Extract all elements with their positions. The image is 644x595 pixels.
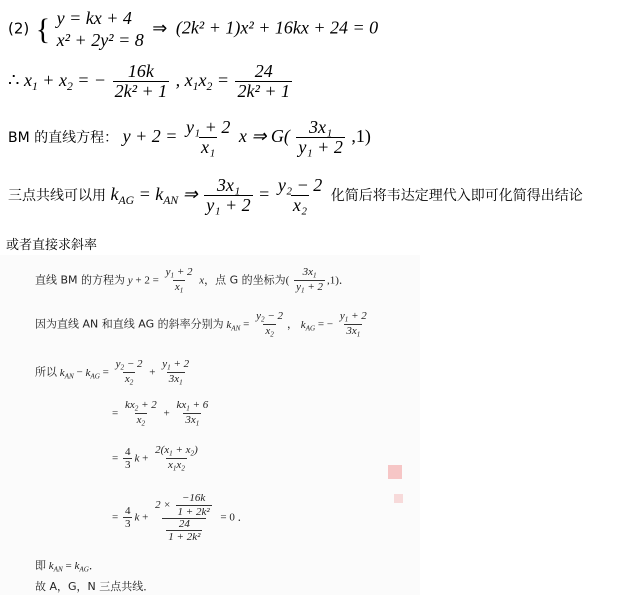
scan-line-5: = $\frac{4}{3}$ k + $\frac{2(x_1 + x_2)}{x_1x_2}$	[112, 444, 198, 473]
g-x-fraction	[296, 118, 344, 158]
scanned-solution	[0, 255, 420, 595]
scan-kag-fraction: $\frac{y_1 + 2}{3x_1}$	[339, 310, 367, 339]
scan-step1-frac-b: $\frac{y_1 + 2}{3x_1}$	[162, 358, 190, 387]
scan-line-7: 即 $k_{AN} = k_{AG}$．	[35, 559, 100, 574]
sum-numerator: 16k	[127, 61, 154, 81]
brace: {	[35, 12, 51, 46]
bm-slope-denominator: x₁	[201, 136, 216, 157]
bm-lhs: y + 2 =	[122, 125, 178, 146]
bm-slope-fraction	[184, 118, 232, 158]
scan-line3-prefix: 所以	[35, 365, 57, 379]
bm-rhs: x ⇒ G(	[238, 125, 290, 146]
scan-step2-frac-b: $\frac{kx_1 + 6}{3x_1}$	[176, 399, 209, 428]
collinear-suffix: 化简后将韦达定理代入即可化简得出结论	[330, 187, 583, 204]
prod-numerator: 24	[254, 61, 273, 81]
scan-step1-frac-a: $\frac{y_2 - 2}{x_2}$	[115, 358, 143, 387]
collinear-fraction-2	[276, 176, 324, 216]
collinear-num-2: y₂ − 2	[277, 175, 323, 195]
prod-fraction	[235, 62, 292, 102]
g-tail: ,1)	[351, 125, 371, 146]
g-x-numerator: 3x₁	[309, 117, 333, 137]
collinear-fraction-1	[204, 176, 252, 216]
scan-step3-four-thirds: $\frac{4}{3}$	[124, 445, 131, 472]
scan-step3-frac: $\frac{2(x_1 + x_2)}{x_1x_2}$	[155, 444, 198, 473]
quadratic-result: (2k² + 1)x² + 16kx + 24 = 0	[175, 17, 379, 38]
scan-eq-zero: = 0 ．	[220, 511, 249, 524]
scan-line1-mid: ，点 G 的坐标为	[204, 273, 286, 287]
bm-slope-numerator: y₁ + 2	[185, 117, 231, 137]
part-label: (2)	[8, 19, 30, 38]
scan-artifact	[388, 465, 402, 479]
scan-line-4: = $\frac{kx_2 + 2}{x_2}$ + $\frac{kx_1 + 6}{3x_1}$	[112, 399, 209, 428]
scan-step4-inner-top: $\frac{-16k}{\text{1 + 2k²}}$	[177, 492, 210, 518]
collinear-prefix: 三点共线可以用	[8, 187, 106, 204]
g-x-denominator: y₁ + 2	[298, 136, 343, 157]
scan-step4-big-fraction: 2 × $\frac{-16k}{\text{1 + 2k²}}$ $\frac{24}{\text{1 + 2k²}}$	[155, 492, 210, 544]
collinear-den-2: x₂	[292, 194, 308, 215]
sum-lhs: $x_1 + x_2$ = −	[23, 69, 107, 94]
scan-line2-prefix: 因为直线 AN 和直线 AG 的斜率分别为	[35, 317, 224, 331]
scan-kan-fraction: $\frac{y_2 - 2}{x_2}$	[256, 310, 283, 339]
implies-arrow: ⇒	[152, 17, 168, 38]
scan-step2-frac-a: $\frac{kx_2 + 2}{x_2}$	[124, 399, 157, 428]
bm-label: BM 的直线方程：	[8, 129, 119, 146]
scan-line-3: 所以 $k_{AN} - k_{AG}$ = $\frac{y_2 - 2}{x_2}$ + $\frac{y_1 + 2}{3x_1}$	[35, 358, 190, 387]
scan-conclusion: 故 A，G，N 三点共线．	[35, 580, 155, 593]
part2-line	[8, 8, 378, 51]
scan-step4-four-thirds: $\frac{4}{3}$	[124, 504, 131, 531]
sum-fraction	[113, 62, 170, 102]
scan-artifact-small	[394, 494, 403, 503]
equals-sign: =	[259, 183, 270, 204]
collinear-den-1: y₁ + 2	[206, 194, 251, 215]
vieta-line	[8, 62, 294, 102]
bm-line	[8, 118, 371, 158]
equation-ellipse: x² + 2y² = 8	[56, 29, 144, 50]
scan-line1-tail: ,1)．	[327, 274, 350, 287]
scan-step4-inner-bottom: $\frac{24}{\text{1 + 2k²}}$	[168, 517, 201, 544]
k-equality: $k_{AG} = k_{AN}$ ⇒	[110, 183, 198, 208]
scan-bm-fraction: $\frac{y_1 + 2}{x_1}$	[165, 266, 193, 295]
prod-lhs: , $x_1x_2$ =	[175, 69, 229, 94]
equation-system	[57, 8, 144, 51]
scan-line-1: 直线 BM 的方程为 y + 2 = $\frac{y_1 + 2}{x_1}$ x，点 G 的坐标为( $\frac{3x_1}{y_1 + 2}$ ,1)．	[35, 266, 350, 295]
alt-heading: 或者直接求斜率	[6, 238, 98, 253]
scan-g-fraction: $\frac{3x_1}{y_1 + 2}$	[296, 266, 323, 295]
prod-denominator: 2k² + 1	[237, 80, 291, 101]
scan-line-6: = $\frac{4}{3}$ k + 2 × $\frac{-16k}{\text{1 + 2k²}}$ $\frac{24}{\text{1 + 2k²}}$ = 0 ．	[112, 492, 249, 544]
scan-line-2: 因为直线 AN 和直线 AG 的斜率分别为 $k_{AN}$ = $\frac{y_2 - 2}{x_2}$ ， $k_{AG}$ = − $\frac{y_1 + 2}{3x_1}$	[35, 310, 367, 339]
scan-so: 即	[35, 559, 46, 572]
equation-line: y = kx + 4	[56, 8, 132, 28]
collinear-num-1: 3x₁	[216, 175, 241, 195]
therefore-symbol: ∴	[8, 69, 20, 90]
sum-denominator: 2k² + 1	[114, 80, 168, 101]
scan-line1-prefix: 直线 BM 的方程为	[35, 273, 126, 287]
collinear-line	[8, 176, 583, 216]
